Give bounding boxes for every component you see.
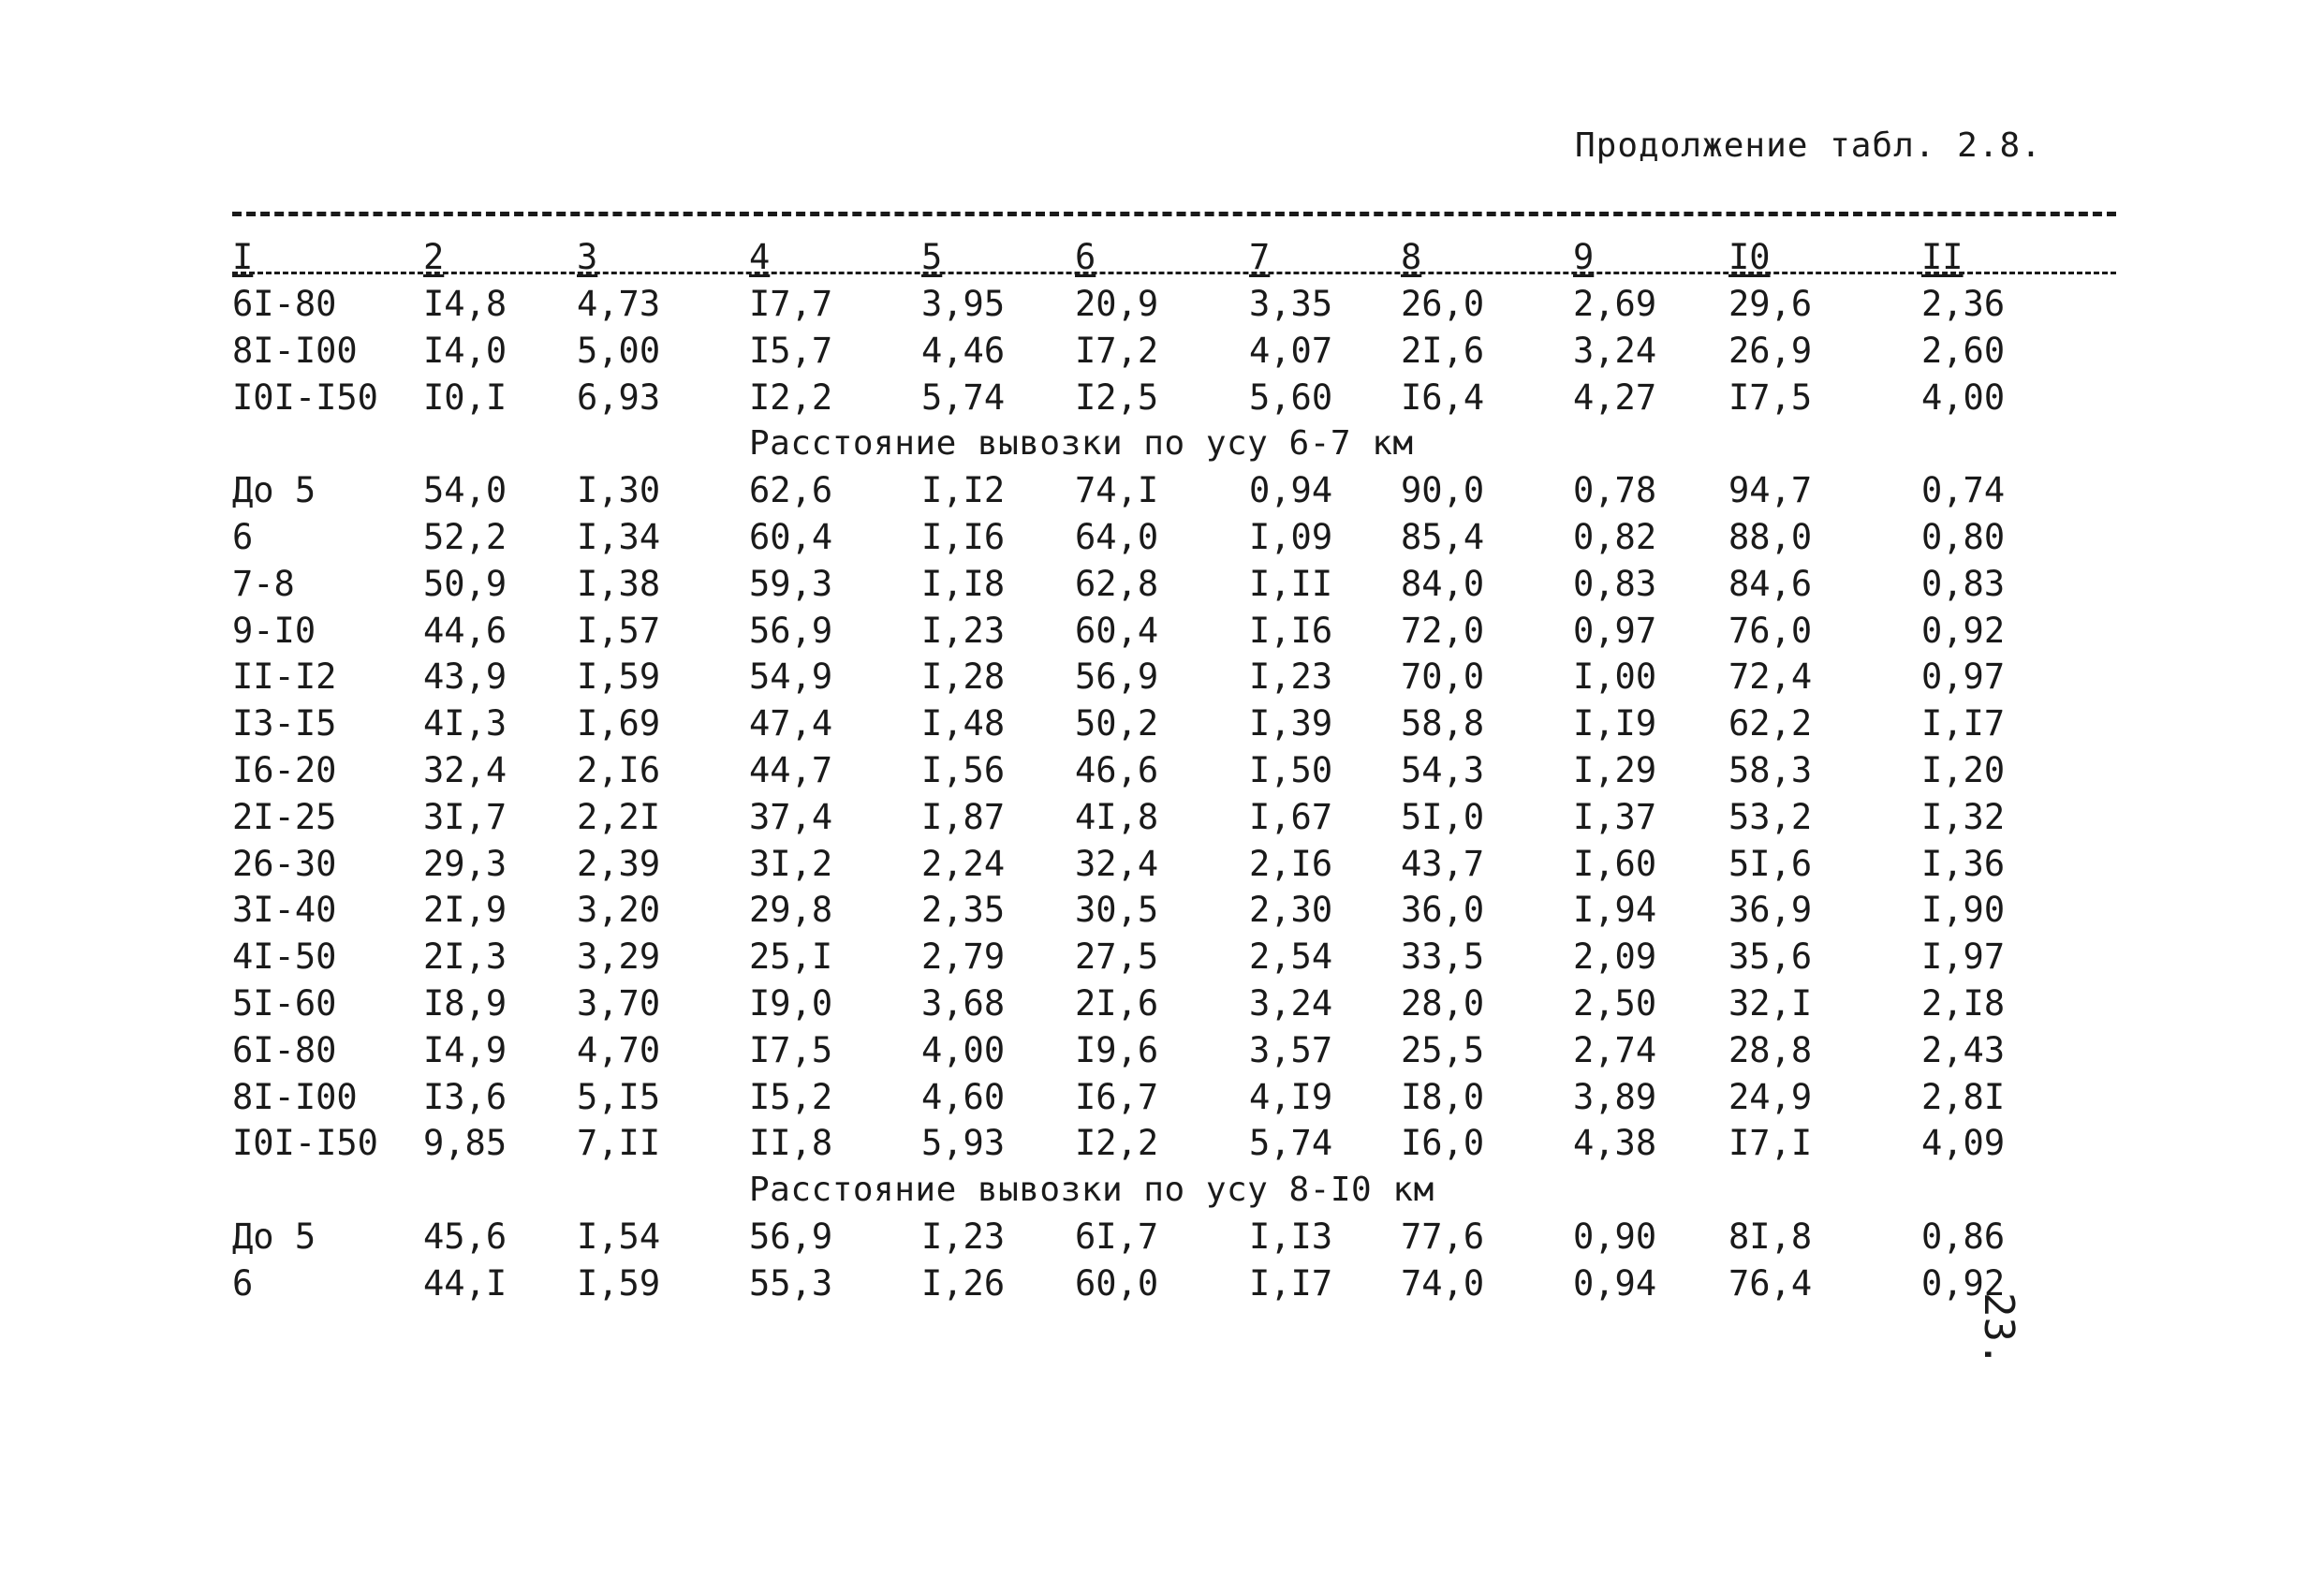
table-row [0, 654, 2324, 700]
header-col-8: 8 [1401, 234, 1425, 281]
table-cell: 5,93 [921, 1123, 1006, 1164]
table-cell: 33,5 [1401, 936, 1485, 978]
header-col-3: 3 [577, 234, 601, 281]
table-cell: I6,0 [1401, 1123, 1485, 1164]
table-cell: I,39 [1249, 703, 1333, 744]
table-cell: 4,09 [1921, 1123, 2006, 1164]
table-row [0, 1214, 2324, 1260]
table-cell: 52,2 [423, 517, 507, 557]
table-cell: I,69 [577, 703, 661, 744]
table-cell: 29,3 [423, 843, 507, 884]
table-cell: 9,85 [423, 1123, 507, 1164]
table-cell: 62,6 [749, 470, 833, 511]
table-row [0, 794, 2324, 841]
table-row [0, 934, 2324, 980]
row-label: 26-30 [232, 843, 337, 884]
table-cell: 2,69 [1573, 284, 1657, 324]
table-cell: 88,0 [1728, 517, 1813, 557]
table-cell: 0,80 [1921, 517, 2006, 557]
table-cell: 59,3 [749, 563, 833, 604]
table-cell: I5,7 [749, 330, 833, 371]
table-cell: 32,4 [1075, 843, 1159, 884]
table-cell: I,97 [1921, 936, 2006, 978]
row-label: 6I-80 [232, 1029, 337, 1070]
table-cell: I,59 [577, 656, 661, 698]
table-top-rule [232, 212, 2116, 216]
table-cell: 0,92 [1921, 1262, 2006, 1304]
table-cell: 6I,7 [1075, 1216, 1159, 1257]
table-cell: 3,24 [1573, 330, 1657, 371]
table-cell: I,34 [577, 517, 661, 557]
table-cell: I4,8 [423, 284, 507, 324]
table-cell: 0,94 [1573, 1262, 1657, 1304]
table-cell: 3,35 [1249, 284, 1333, 324]
table-cell: 2,74 [1573, 1029, 1657, 1070]
table-cell: 0,83 [1921, 563, 2006, 604]
table-cell: I7,7 [749, 284, 833, 324]
table-cell: 2,79 [921, 936, 1006, 978]
row-label: До 5 [232, 470, 316, 511]
table-cell: 28,0 [1401, 983, 1485, 1024]
table-cell: 53,2 [1728, 796, 1813, 837]
table-cell: I4,0 [423, 330, 507, 371]
table-cell: 3I,2 [749, 843, 833, 884]
table-header-rule [232, 272, 2116, 274]
table-row [0, 514, 2324, 561]
table-cell: 4,27 [1573, 376, 1657, 418]
table-cell: I,48 [921, 703, 1006, 744]
table-cell: 2I,3 [423, 936, 507, 978]
header-col-10: I0 [1728, 234, 1774, 281]
table-cell: 44,6 [423, 610, 507, 651]
table-cell: I6,7 [1075, 1076, 1159, 1117]
table-cell: 43,9 [423, 656, 507, 698]
table-cell: 2,43 [1921, 1029, 2006, 1070]
table-cell: 0,94 [1249, 470, 1333, 511]
table-cell: 2,I6 [1249, 843, 1333, 884]
table-row [0, 980, 2324, 1027]
table-cell: I,23 [921, 610, 1006, 651]
page-number: 23. [1975, 1292, 2022, 1367]
table-row [0, 375, 2324, 421]
table-cell: 2,50 [1573, 983, 1657, 1024]
table-row [0, 841, 2324, 888]
table-cell: 37,4 [749, 796, 833, 837]
table-cell: I,I7 [1921, 703, 2006, 744]
table-cell: 94,7 [1728, 470, 1813, 511]
header-col-1: I [232, 234, 257, 281]
table-cell: I5,2 [749, 1076, 833, 1117]
table-row [0, 281, 2324, 328]
table-cell: 2,60 [1921, 330, 2006, 371]
table-cell: I,26 [921, 1262, 1006, 1304]
table-cell: I,90 [1921, 890, 2006, 931]
table-cell: 0,97 [1921, 656, 2006, 698]
table-cell: I,I2 [921, 470, 1006, 511]
table-cell: 35,6 [1728, 936, 1813, 978]
section-title: Расстояние вывозки по усу 6-7 км [749, 424, 1414, 464]
table-cell: 3,24 [1249, 983, 1333, 1024]
table-cell: 3I,7 [423, 796, 507, 837]
table-cell: 55,3 [749, 1262, 833, 1304]
table-cell: 4I,8 [1075, 796, 1159, 837]
row-label: 6 [232, 517, 254, 557]
table-cell: I2,5 [1075, 376, 1159, 418]
table-cell: 28,8 [1728, 1029, 1813, 1070]
table-cell: 2,35 [921, 890, 1006, 931]
table-cell: I,I6 [921, 517, 1006, 557]
table-row [0, 328, 2324, 375]
table-cell: 50,2 [1075, 703, 1159, 744]
table-cell: 2,2I [577, 796, 661, 837]
table-cell: 3,29 [577, 936, 661, 978]
section-title: Расстояние вывозки по усу 8-I0 км [749, 1171, 1434, 1210]
table-cell: 56,9 [749, 610, 833, 651]
table-cell: 20,9 [1075, 284, 1159, 324]
table-cell: 2,54 [1249, 936, 1333, 978]
table-cell: 76,0 [1728, 610, 1813, 651]
table-cell: 25,I [749, 936, 833, 978]
table-cell: 29,6 [1728, 284, 1813, 324]
table-cell: I,28 [921, 656, 1006, 698]
table-cell: 64,0 [1075, 517, 1159, 557]
table-cell: 0,97 [1573, 610, 1657, 651]
table-cell: 5,74 [1249, 1123, 1333, 1164]
table-cell: 54,3 [1401, 750, 1485, 790]
table-cell: 5,00 [577, 330, 661, 371]
table-cell: I,I6 [1249, 610, 1333, 651]
table-cell: 56,9 [749, 1216, 833, 1257]
table-cell: 72,4 [1728, 656, 1813, 698]
table-cell: 45,6 [423, 1216, 507, 1257]
table-cell: 2,I8 [1921, 983, 2006, 1024]
table-cell: 6,93 [577, 376, 661, 418]
table-cell: 2,24 [921, 843, 1006, 884]
table-cell: I8,0 [1401, 1076, 1485, 1117]
table-cell: 4,I9 [1249, 1076, 1333, 1117]
table-cell: 3,89 [1573, 1076, 1657, 1117]
table-row [0, 887, 2324, 934]
table-row [0, 1120, 2324, 1167]
table-cell: 0,82 [1573, 517, 1657, 557]
table-cell: 32,4 [423, 750, 507, 790]
table-cell: I,23 [1249, 656, 1333, 698]
section-row [0, 1167, 2324, 1214]
row-label: 5I-60 [232, 983, 337, 1024]
table-row [0, 1027, 2324, 1074]
table-cell: I,30 [577, 470, 661, 511]
table-cell: 4,00 [921, 1029, 1006, 1070]
table-cell: I,50 [1249, 750, 1333, 790]
table-cell: I3,6 [423, 1076, 507, 1117]
table-cell: 0,78 [1573, 470, 1657, 511]
table-cell: 90,0 [1401, 470, 1485, 511]
table-cell: I7,5 [1728, 376, 1813, 418]
table-cell: I,54 [577, 1216, 661, 1257]
table-cell: 3,20 [577, 890, 661, 931]
table-cell: 84,6 [1728, 563, 1813, 604]
table-cell: 0,90 [1573, 1216, 1657, 1257]
header-col-7: 7 [1249, 234, 1273, 281]
table-cell: 2,36 [1921, 284, 2006, 324]
table-cell: I9,6 [1075, 1029, 1159, 1070]
table-cell: 74,I [1075, 470, 1159, 511]
table-cell: I,67 [1249, 796, 1333, 837]
table-cell: I,94 [1573, 890, 1657, 931]
table-cell: 36,9 [1728, 890, 1813, 931]
row-label: 8I-I00 [232, 1076, 358, 1117]
row-label: 6 [232, 1262, 254, 1304]
table-cell: 60,0 [1075, 1262, 1159, 1304]
row-label: I0I-I50 [232, 1123, 378, 1164]
table-cell: 4I,3 [423, 703, 507, 744]
row-label: 9-I0 [232, 610, 316, 651]
table-cell: 46,6 [1075, 750, 1159, 790]
table-cell: I,37 [1573, 796, 1657, 837]
table-cell: I,29 [1573, 750, 1657, 790]
table-cell: 44,7 [749, 750, 833, 790]
table-cell: 60,4 [749, 517, 833, 557]
row-label: 6I-80 [232, 284, 337, 324]
table-row [0, 700, 2324, 747]
table-cell: 2I,6 [1075, 983, 1159, 1024]
table-cell: 36,0 [1401, 890, 1485, 931]
table-cell: 47,4 [749, 703, 833, 744]
table-cell: I7,5 [749, 1029, 833, 1070]
row-label: 2I-25 [232, 796, 337, 837]
table-cell: 84,0 [1401, 563, 1485, 604]
table-cell: II,8 [749, 1123, 833, 1164]
table-cell: 8I,8 [1728, 1216, 1813, 1257]
table-cell: 54,0 [423, 470, 507, 511]
table-cell: I,60 [1573, 843, 1657, 884]
table-cell: 3,70 [577, 983, 661, 1024]
table-row [0, 747, 2324, 794]
section-row [0, 420, 2324, 467]
table-cell: 56,9 [1075, 656, 1159, 698]
table-cell: I,87 [921, 796, 1006, 837]
table-cell: 4,60 [921, 1076, 1006, 1117]
table-cell: 62,8 [1075, 563, 1159, 604]
table-cell: 2,09 [1573, 936, 1657, 978]
table-cell: 58,8 [1401, 703, 1485, 744]
table-cell: I,56 [921, 750, 1006, 790]
table-cell: I7,2 [1075, 330, 1159, 371]
table-cell: I9,0 [749, 983, 833, 1024]
table-cell: 5,60 [1249, 376, 1333, 418]
table-cell: 26,0 [1401, 284, 1485, 324]
table-cell: I4,9 [423, 1029, 507, 1070]
table-cell: I7,I [1728, 1123, 1813, 1164]
table-cell: 5,74 [921, 376, 1006, 418]
table-cell: 77,6 [1401, 1216, 1485, 1257]
table-cell: I2,2 [1075, 1123, 1159, 1164]
table-cell: I,I3 [1249, 1216, 1333, 1257]
row-label: 4I-50 [232, 936, 337, 978]
table-cell: 2,8I [1921, 1076, 2006, 1117]
table-cell: I8,9 [423, 983, 507, 1024]
table-cell: I,59 [577, 1262, 661, 1304]
table-caption: Продолжение табл. 2.8. [1575, 126, 2042, 165]
table-row [0, 467, 2324, 514]
table-cell: 4,00 [1921, 376, 2006, 418]
table-cell: 27,5 [1075, 936, 1159, 978]
table-cell: 4,46 [921, 330, 1006, 371]
table-cell: 43,7 [1401, 843, 1485, 884]
table-cell: 76,4 [1728, 1262, 1813, 1304]
row-label: II-I2 [232, 656, 337, 698]
table-cell: 2I,9 [423, 890, 507, 931]
header-col-5: 5 [921, 234, 946, 281]
table-cell: 44,I [423, 1262, 507, 1304]
row-label: 8I-I00 [232, 330, 358, 371]
row-label: 3I-40 [232, 890, 337, 931]
table-cell: I,38 [577, 563, 661, 604]
row-label: 7-8 [232, 563, 295, 604]
table-cell: 4,73 [577, 284, 661, 324]
row-label: I3-I5 [232, 703, 337, 744]
table-cell: I6,4 [1401, 376, 1485, 418]
table-cell: I,00 [1573, 656, 1657, 698]
table-cell: 0,92 [1921, 610, 2006, 651]
table-cell: 4,07 [1249, 330, 1333, 371]
table-row [0, 608, 2324, 655]
table-cell: 58,3 [1728, 750, 1813, 790]
table-cell: 24,9 [1728, 1076, 1813, 1117]
table-row [0, 561, 2324, 608]
table-cell: I,I7 [1249, 1262, 1333, 1304]
header-col-4: 4 [749, 234, 773, 281]
table-cell: 50,9 [423, 563, 507, 604]
table-cell: 26,9 [1728, 330, 1813, 371]
table-cell: I,20 [1921, 750, 2006, 790]
table-cell: 5I,6 [1728, 843, 1813, 884]
table-cell: 2I,6 [1401, 330, 1485, 371]
table-cell: 4,70 [577, 1029, 661, 1070]
table-cell: 0,83 [1573, 563, 1657, 604]
table-cell: 70,0 [1401, 656, 1485, 698]
table-cell: 5I,0 [1401, 796, 1485, 837]
table-cell: I,09 [1249, 517, 1333, 557]
table-cell: 2,39 [577, 843, 661, 884]
table-cell: I,I9 [1573, 703, 1657, 744]
row-label: I6-20 [232, 750, 337, 790]
header-col-6: 6 [1075, 234, 1099, 281]
table-cell: I,23 [921, 1216, 1006, 1257]
table-row [0, 1074, 2324, 1121]
table-cell: 2,30 [1249, 890, 1333, 931]
table-cell: I,II [1249, 563, 1333, 604]
table-cell: 3,68 [921, 983, 1006, 1024]
table-cell: 4,38 [1573, 1123, 1657, 1164]
header-col-11: II [1921, 234, 1967, 281]
table-cell: 5,I5 [577, 1076, 661, 1117]
table-cell: 54,9 [749, 656, 833, 698]
table-cell: 85,4 [1401, 517, 1485, 557]
table-cell: 0,74 [1921, 470, 2006, 511]
table-cell: 30,5 [1075, 890, 1159, 931]
header-col-9: 9 [1573, 234, 1597, 281]
table-cell: 2,I6 [577, 750, 661, 790]
table-cell: 72,0 [1401, 610, 1485, 651]
table-cell: I0,I [423, 376, 507, 418]
table-cell: 3,95 [921, 284, 1006, 324]
table-cell: 60,4 [1075, 610, 1159, 651]
table-cell: I2,2 [749, 376, 833, 418]
table-cell: 0,86 [1921, 1216, 2006, 1257]
table-cell: I,I8 [921, 563, 1006, 604]
table-cell: I,36 [1921, 843, 2006, 884]
table-cell: 3,57 [1249, 1029, 1333, 1070]
table-cell: I,57 [577, 610, 661, 651]
row-label: До 5 [232, 1216, 316, 1257]
table-cell: 62,2 [1728, 703, 1813, 744]
table-cell: 32,I [1728, 983, 1813, 1024]
table-cell: 7,II [577, 1123, 661, 1164]
table-cell: 29,8 [749, 890, 833, 931]
table-cell: 25,5 [1401, 1029, 1485, 1070]
table-cell: 74,0 [1401, 1262, 1485, 1304]
row-label: I0I-I50 [232, 376, 378, 418]
header-col-2: 2 [423, 234, 448, 281]
table-cell: I,32 [1921, 796, 2006, 837]
